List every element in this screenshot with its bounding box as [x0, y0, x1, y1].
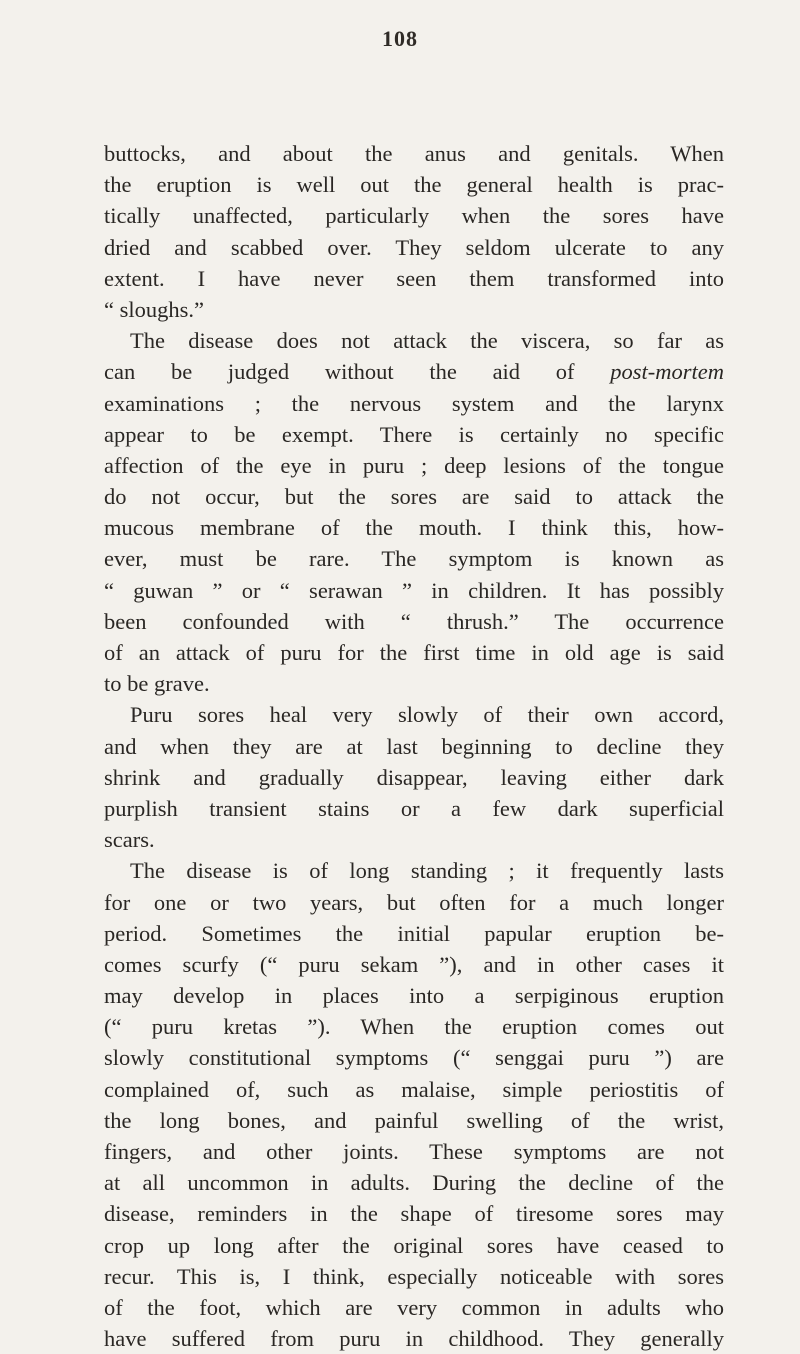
text-line: of the foot, which are very common in adults who	[104, 1294, 724, 1320]
text-line: mucous membrane of the mouth. I think this, how-	[104, 515, 724, 541]
text-line: (“ puru kretas ”). When the eruption comes out	[104, 1014, 724, 1040]
text-line: affection of the eye in puru ; deep lesions of the tongue	[104, 452, 724, 478]
text-line: been confounded with “ thrush.” The occurrence	[104, 608, 724, 634]
text-line: fingers, and other joints. These symptoms are not	[104, 1139, 724, 1164]
text-line: of an attack of puru for the first time in old age is said	[104, 640, 724, 665]
text-line: purplish transient stains or a few dark superficial	[104, 795, 724, 821]
text-line: disease, reminders in the shape of tiresome sores may	[104, 1201, 724, 1227]
text-line: appear to be exempt. There is certainly no specific	[104, 421, 724, 447]
text-line: scars.	[104, 827, 155, 853]
text-line: tically unaffected, particularly when the sores have	[104, 203, 724, 229]
paragraph-start-line: Puru sores heal very slowly of their own accord,	[130, 702, 724, 728]
text-line: for one or two years, but often for a much longer	[104, 889, 724, 915]
page-number: 108	[382, 26, 418, 51]
text-line: “ guwan ” or “ serawan ” in children. It has possibly	[104, 577, 724, 603]
text-line: to be grave.	[104, 671, 210, 697]
text-line: crop up long after the original sores have ceased to	[104, 1232, 724, 1258]
text-line: comes scurfy (“ puru sekam ”), and in other cases it	[104, 951, 724, 977]
text-line: complained of, such as malaise, simple periostitis of	[104, 1076, 724, 1102]
text-line: shrink and gradually disappear, leaving either dark	[104, 764, 724, 790]
text-line: extent. I have never seen them transformed into	[104, 265, 724, 291]
paragraph-start-line: The disease is of long standing ; it frequently lasts	[130, 858, 724, 884]
text-line: may develop in places into a serpiginous eruption	[104, 983, 724, 1009]
text-line: the long bones, and painful swelling of the wrist,	[104, 1107, 724, 1133]
text-line: do not occur, but the sores are said to attack the	[104, 484, 724, 510]
text-line: dried and scabbed over. They seldom ulcerate to any	[104, 234, 724, 260]
paragraph-start-line: The disease does not attack the viscera, so far as	[130, 328, 724, 354]
text-line: period. Sometimes the initial papular eruption be-	[104, 920, 724, 946]
text-line: at all uncommon in adults. During the decline of the	[104, 1170, 724, 1196]
text-line: have suffered from puru in childhood. They generally	[104, 1326, 724, 1352]
text-line: examinations ; the nervous system and the larynx	[104, 390, 724, 416]
text-line: and when they are at last beginning to decline they	[104, 733, 724, 759]
body-text	[104, 138, 724, 1354]
text-line: the eruption is well out the general health is prac-	[104, 172, 724, 198]
text-line: ever, must be rare. The symptom is known as	[104, 546, 724, 572]
text-line: “ sloughs.”	[104, 296, 204, 322]
text-line: slowly constitutional symptoms (“ senggai puru ”) are	[104, 1045, 724, 1071]
text-segment: can be judged without the aid of	[104, 359, 611, 385]
text-line: recur. This is, I think, especially noticeable with sores	[104, 1263, 724, 1289]
text-line: buttocks, and about the anus and genitals. When	[104, 141, 724, 166]
italic-term: post-mortem	[610, 359, 724, 385]
text-line	[104, 356, 724, 387]
